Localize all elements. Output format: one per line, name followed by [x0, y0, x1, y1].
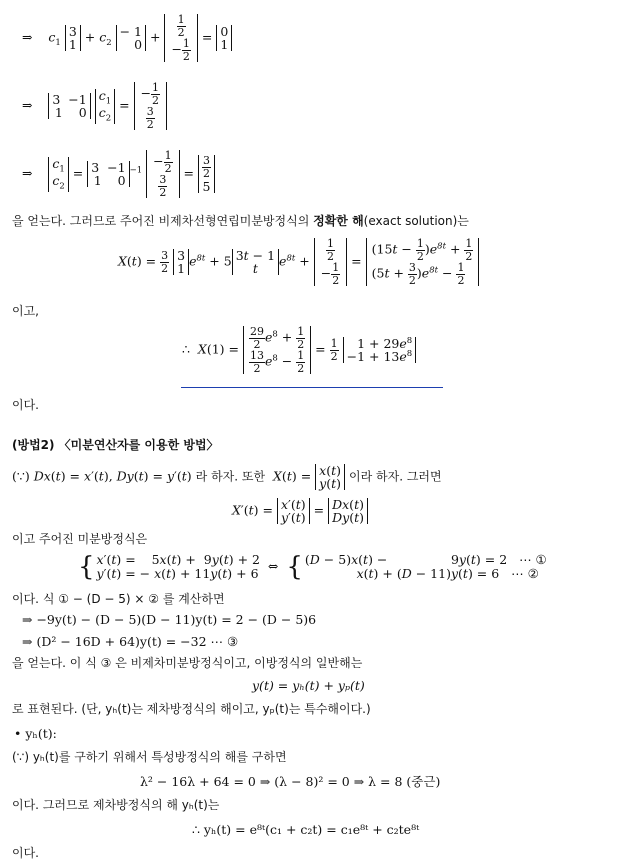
text-char: (∵) yₕ(t)를 구하기 위해서 특성방정식의 해를 구하면 [12, 750, 287, 764]
equation-step3: ⇒ $c_1$ $c_2 = 3 -1$ 1 $0^{-1}$ − $\frac{1}{2}$ $\frac{3}{2}$ = $\frac{3}{2}$ 5 [22, 150, 215, 198]
because-symbol: (∵) [12, 468, 30, 484]
text-eq3: 을 얻는다. 이 식 ③ 은 비제차미분방정식이고, 이방정식의 일반해는 [12, 656, 363, 670]
eq-label: ⋯ ① [519, 552, 547, 567]
implies-symbol: ⇒ [22, 29, 33, 45]
eq-label: ⋯ ② [511, 565, 539, 581]
answer-underline [181, 387, 443, 388]
equation-x1: ∴ X(1) = $\frac{29}{2}$ $e^8$ + $\frac{1}{2}$ $\frac{13}{2}$ $e^8$ − $\frac{1}{2}$ = $\frac{1}{2}$ $1 + 29e^8$ $-1 + 13e^8$ [182, 326, 416, 374]
text-is-final: 이다. [12, 846, 39, 860]
text-and: 이고, [12, 304, 39, 318]
text-compute: 이다. 식 ① − (D − 5) × ② 를 계산하면 [12, 592, 225, 606]
method2-title: (방법2) 〈미분연산자를 이용한 방법〉 [12, 438, 219, 452]
implies-symbol: ⇒ [22, 97, 33, 113]
text-segment: (exact solution)는 [363, 214, 469, 228]
homog-solution: ∴ yₕ(t) = e⁸ᵗ(c₁ + c₂t) = c₁e⁸ᵗ + c₂te⁸ᵗ [192, 822, 420, 837]
equation-xt: X(t) = $\frac{3}{2}$ 3 1 $e^{8t} + 5$ 3t − 1 t $e^{8t}$ + $\frac{1}{2}$ − $\frac{1}{2}$ = (15t − $\frac{1}{2}$ )$e^{8t}$ + $\frac{1}{2}$ (5t + $\frac{3}{2}$ )$e^{8t}$ − $\frac{1}{2}$ [118, 238, 479, 286]
text-segment: 라 하자. 또한 [195, 469, 266, 484]
text-expressed: 로 표현된다. (단, yₕ(t)는 제차방정식의 해이고, yₚ(t)는 특수해이다.) [12, 702, 371, 716]
text-given: 이고 주어진 미분방정식은 [12, 532, 148, 546]
general-solution: y(t) = yₕ(t) + yₚ(t) [252, 678, 365, 693]
equation-system: { x′(t) = 5x(t) + 9y(t) + 2 y′(t) = − x(t) + 11y(t) + 6 ⇔ {(D − 5)x(t) − 9y(t) = 2 ⋯ ① x(t) + (D − 11)y(t) = 6 ⋯ ② [78, 551, 547, 582]
char-equation: λ² − 16λ + 64 = 0 ⇒ (λ − 8)² = 0 ⇒ λ = 8 (중근) [140, 774, 441, 789]
text-segment: 이라 하자. 그러면 [349, 469, 442, 484]
equation-step1: ⇒ $c_1$ 3 $1 + c_2 - 1$ 0 + $\frac{1}{2}$ − $\frac{1}{2}$ = 0 1 [22, 14, 232, 62]
text-homog: 이다. 그러므로 제차방정식의 해 yₕ(t)는 [12, 798, 220, 812]
implies-symbol: ⇒ [22, 165, 33, 181]
equation-step2: ⇒ 3 −1 1 0 $c_1$ $c_2$ = − $\frac{1}{2}$ $\frac{3}{2}$ [22, 82, 167, 130]
equation-xprime: X′(t) = x′(t) y′(t) = Dx(t) Dy(t) [232, 498, 368, 524]
calc-line2: ⇒ (D² − 16D + 64)y(t) = −32 ⋯ ③ [22, 634, 239, 649]
definition-line: (∵) Dx(t) = x′(t), Dy(t) = y′(t) 라 하자. 또한 X(t) = x(t) y(t) 이라 하자. 그러면 [12, 463, 442, 492]
bold-term: 정확한 해 [313, 214, 364, 228]
text-is: 이다. [12, 398, 39, 412]
calc-line1: ⇒ −9y(t) − (D − 5)(D − 11)y(t) = 2 − (D − 5)6 [22, 612, 317, 627]
text-segment: 을 얻는다. 그러므로 주어진 비제차선형연립미분방정식의 [12, 214, 314, 228]
text-exact-solution [12, 214, 469, 228]
therefore-symbol: ∴ [182, 341, 190, 357]
bullet-yh: • yₕ(t): [14, 726, 57, 741]
